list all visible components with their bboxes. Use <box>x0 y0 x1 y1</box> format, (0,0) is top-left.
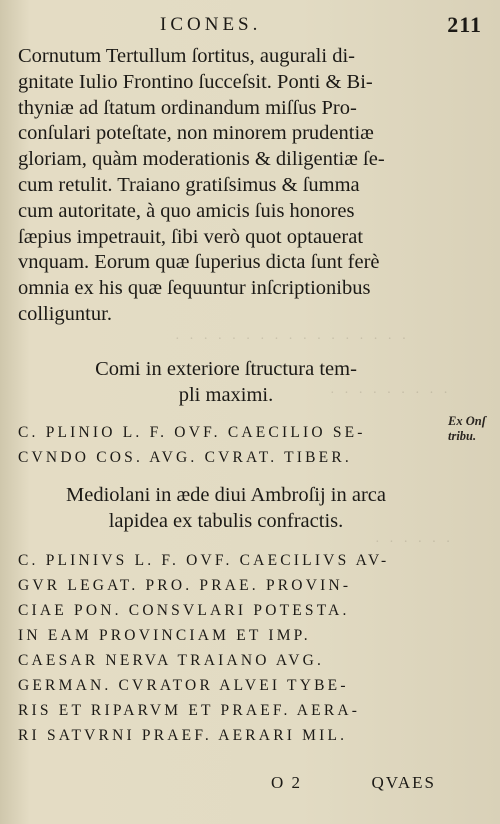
text-line: colliguntur. <box>18 302 112 325</box>
show-through-artifact: · · · · · · <box>375 535 454 550</box>
text-line: ſæpius impetrauit, ſibi verò quot optauerat <box>18 225 364 248</box>
inscription-mediolani <box>18 548 443 748</box>
text-line: cum autoritate, à quo amicis ſuis honores <box>18 199 355 222</box>
inscription-line: GERMAN. CVRATOR ALVEI TYBE- <box>18 677 349 694</box>
catchword: QVAES <box>371 773 436 792</box>
heading-line: Comi in exteriore ſtructura tem- <box>95 358 357 380</box>
text-line: thyniæ ad ſtatum ordinandum miſſus Pro- <box>18 96 357 119</box>
inscription-line: C. PLINIO L. F. OVF. CAECILIO SE- <box>18 424 366 441</box>
show-through-artifact: · · · · · · · · · · · · · · · · · <box>175 332 410 347</box>
text-line: vnquam. Eorum quæ ſuperius dicta ſunt ferè <box>18 251 380 274</box>
inscription-line: CVNDO COS. AVG. CVRAT. TIBER. <box>18 449 352 466</box>
text-line: gloriam, quàm moderationis & diligentiæ ſe- <box>18 148 385 171</box>
inscription-line: CIAE PON. CONSVLARI POTESTA. <box>18 602 350 619</box>
marginal-note-line: tribu. <box>448 429 477 443</box>
inscription-comi <box>18 420 443 470</box>
running-head: ICONES. <box>160 14 262 35</box>
text-line: gnitate Iulio Frontino ſucceſsit. Ponti & Bi- <box>18 70 373 93</box>
marginal-note <box>448 414 486 444</box>
heading-comi <box>0 356 452 408</box>
inscription-line: CAESAR NERVA TRAIANO AVG. <box>18 652 325 669</box>
text-line: conſulari poteſtate, non minorem prudentiæ <box>18 122 374 145</box>
heading-line: pli maximi. <box>178 384 274 406</box>
heading-mediolani <box>0 482 452 534</box>
inscription-line: RI SATVRNI PRAEF. AERARI MIL. <box>18 727 348 744</box>
signature-mark: O 2 <box>271 773 303 792</box>
inscription-line: IN EAM PROVINCIAM ET IMP. <box>18 627 311 644</box>
page-number: 211 <box>447 12 482 37</box>
show-through-artifact: · · · · · · · · · <box>330 386 451 401</box>
marginal-note-line: Ex Onſ <box>448 414 486 428</box>
inscription-line: RIS ET RIPARVM ET PRAEF. AERA- <box>18 702 361 719</box>
heading-line: Mediolani in æde diui Ambroſij in arca <box>66 484 386 506</box>
text-line: cum retulit. Traiano gratiſsimus & ſumma <box>18 173 360 196</box>
inscription-line: GVR LEGAT. PRO. PRAE. PROVIN- <box>18 577 352 594</box>
text-line: Cornutum Tertullum ſortitus, augurali di- <box>18 45 355 67</box>
body-paragraph <box>18 44 448 328</box>
text-line: omnia ex his quæ ſequuntur inſcriptionibus <box>18 277 371 300</box>
inscription-line: C. PLINIVS L. F. OVF. CAECILIVS AV- <box>18 552 390 569</box>
heading-line: lapidea ex tabulis confractis. <box>108 510 344 532</box>
